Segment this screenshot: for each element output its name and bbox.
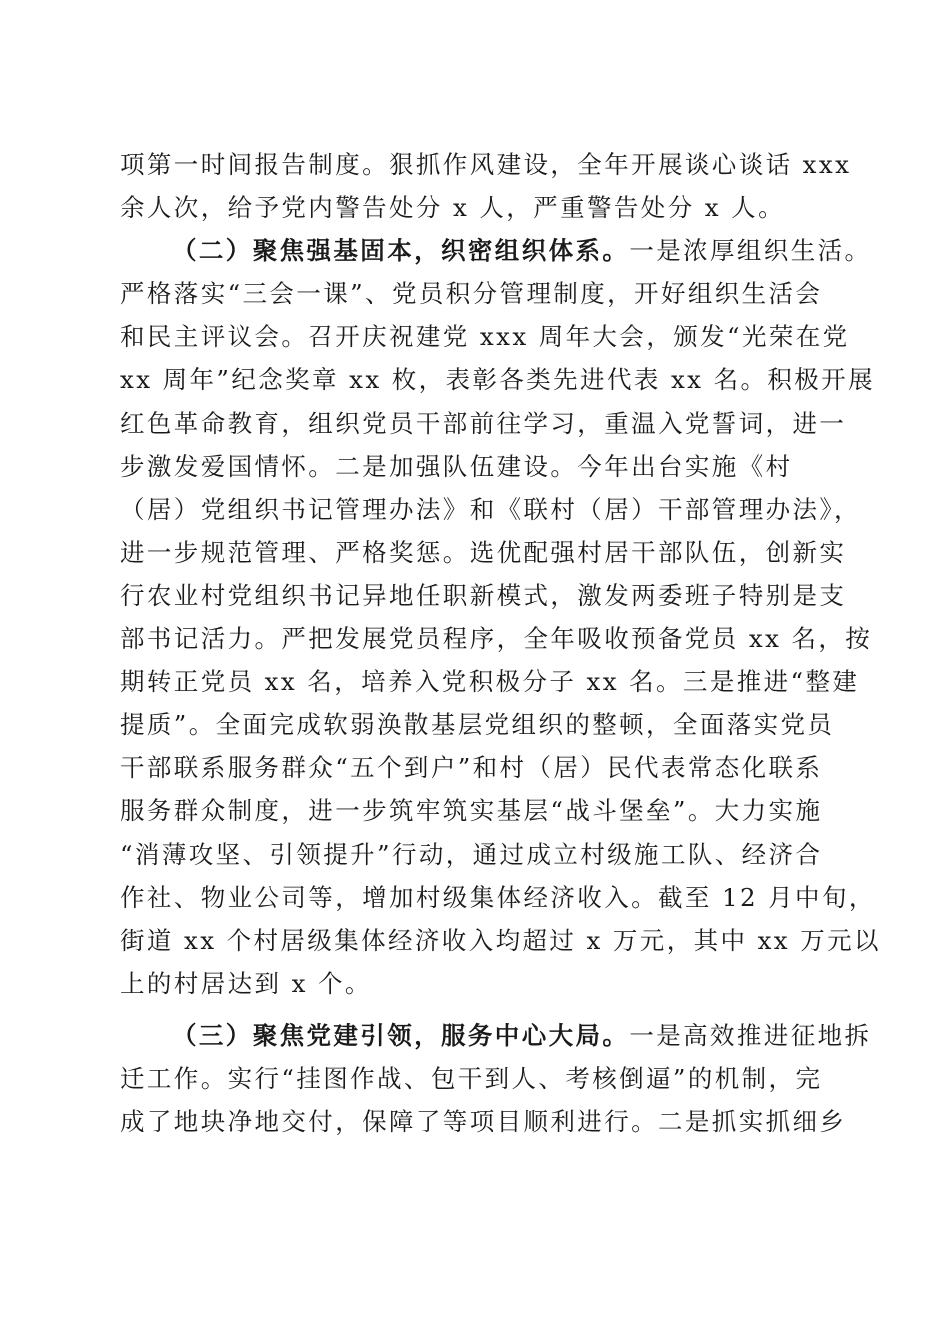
- text-line: 作社、物业公司等，增加村级集体经济收入。截至 12 月中旬，: [120, 882, 876, 912]
- text-line: 迁工作。实行“挂图作战、包干到人、考核倒逼”的机制，完: [120, 1063, 823, 1093]
- text-line: 服务群众制度，进一步筑牢筑实基层“战斗堡垒”。大力实施: [120, 796, 823, 826]
- text-line: 余人次，给予党内警告处分 x 人，严重警告处分 x 人。: [120, 193, 785, 223]
- text-span: 一是高效推进征地拆: [629, 1020, 872, 1050]
- paragraph-gap: [120, 1005, 832, 1014]
- document-body: [120, 143, 881, 1143]
- text-line: 部书记活力。严把发展党员程序，全年吸收预备党员 xx 名，按: [120, 624, 873, 654]
- text-line: 期转正党员 xx 名，培养入党积极分子 xx 名。三是推进“整建: [120, 667, 860, 697]
- text-line: 进一步规范管理、严格奖惩。选优配强村居干部队伍，创新实: [120, 537, 847, 567]
- text-line: “消薄攻坚、引领提升”行动，通过成立村级施工队、经济合: [120, 839, 823, 869]
- text-line: 和民主评议会。召开庆祝建党 xxx 周年大会，颁发“光荣在党: [120, 322, 850, 352]
- text-line: 提质”。全面完成软弱涣散基层党组织的整顿，全面落实党员: [120, 710, 835, 740]
- text-span: 一是浓厚组织生活。: [629, 236, 872, 266]
- section-heading: （三）聚焦党建引领，服务中心大局。: [172, 1020, 630, 1050]
- text-line: 严格落实“三会一课”、党员积分管理制度，开好组织生活会: [120, 279, 823, 309]
- paragraph-first-line: [120, 229, 872, 272]
- text-line: 干部联系服务群众“五个到户”和村（居）民代表常态化联系: [120, 753, 823, 783]
- text-line: 行农业村党组织书记异地任职新模式，激发两委班子特别是支: [120, 580, 847, 610]
- text-line: 项第一时间报告制度。狠抓作风建设，全年开展谈心谈话 xxx: [120, 150, 852, 179]
- text-line: xx 周年”纪念奖章 xx 枚，表彰各类先进代表 xx 名。积极开展: [120, 365, 875, 395]
- text-line: 街道 xx 个村居级集体经济收入均超过 x 万元，其中 xx 万元以: [120, 925, 881, 955]
- text-line: 上的村居达到 x 个。: [120, 968, 372, 998]
- text-line: 步激发爱国情怀。二是加强队伍建设。今年出台实施《村: [120, 451, 793, 481]
- text-line: （居）党组织书记管理办法》和《联村（居）干部管理办法》，: [120, 494, 861, 524]
- section-heading: （二）聚焦强基固本，织密组织体系。: [172, 236, 630, 266]
- text-line: 红色革命教育，组织党员干部前往学习，重温入党誓词，进一: [120, 408, 847, 438]
- paragraph-first-line: [120, 1014, 872, 1057]
- text-line: 成了地块净地交付，保障了等项目顺利进行。二是抓实抓细乡: [120, 1107, 847, 1137]
